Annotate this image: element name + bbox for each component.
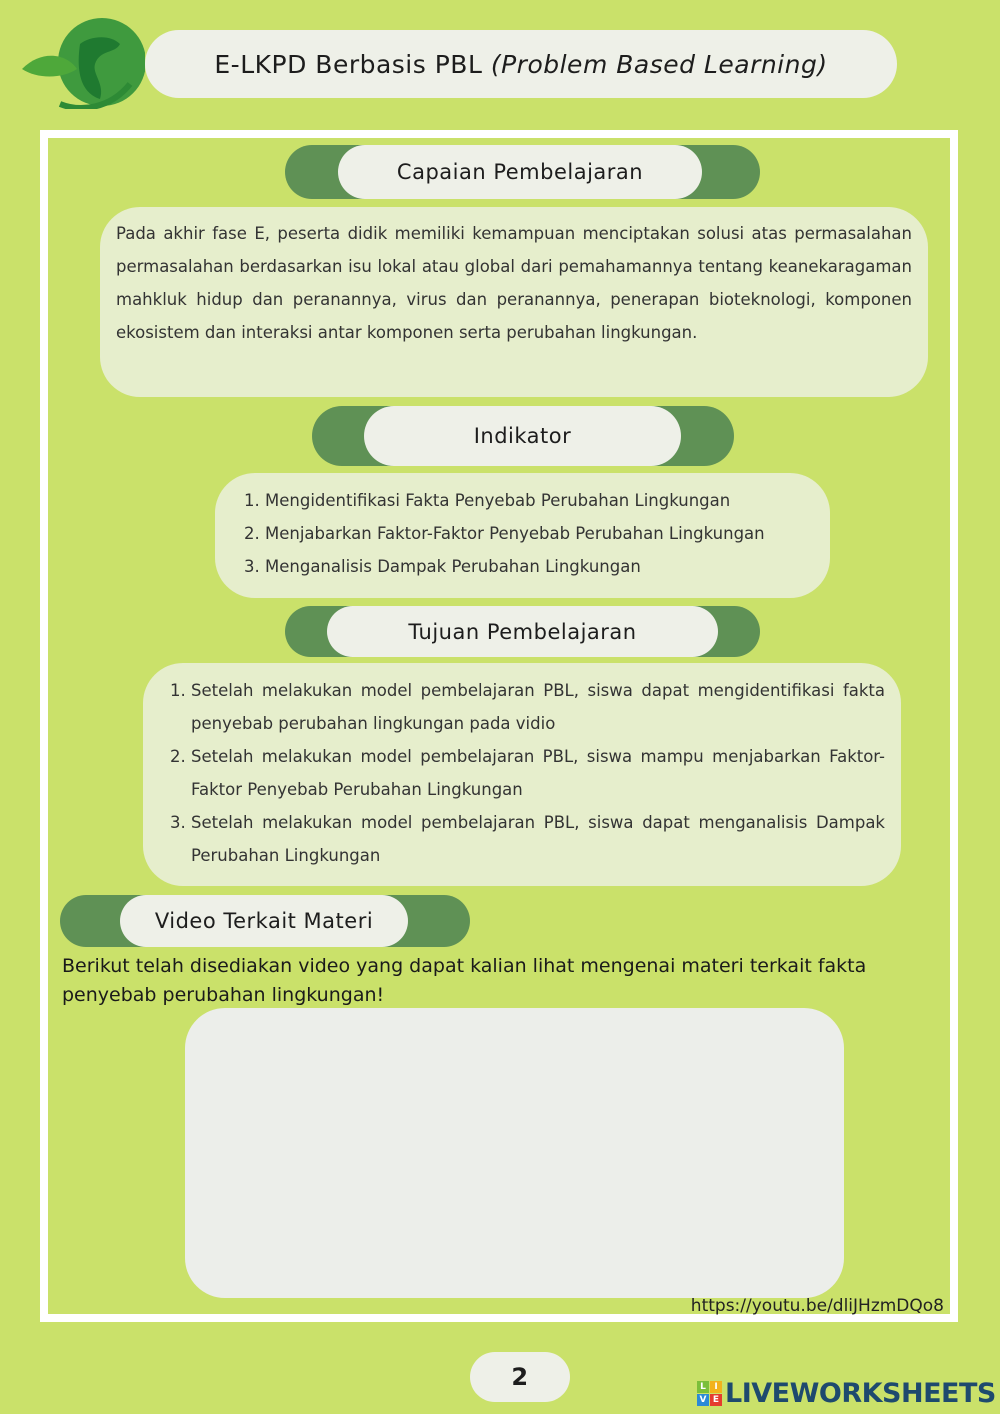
list-item: 2. Menjabarkan Faktor-Faktor Penyebab Perubahan Lingkungan: [265, 517, 810, 550]
list-item: 2. Setelah melakukan model pembelajaran PBL, siswa mampu menjabarkan Faktor-Faktor Penyebab Perubahan Lingkungan: [191, 740, 885, 806]
title-italic: (Problem Based Learning): [490, 49, 828, 79]
live-badge-icon: [697, 1381, 722, 1406]
indikator-heading: Indikator: [364, 406, 681, 466]
title-main: E-LKPD Berbasis PBL: [214, 49, 491, 79]
tujuan-box: [143, 663, 901, 886]
liveworksheets-text: LIVEWORKSHEETS: [725, 1378, 996, 1409]
tujuan-list: [161, 674, 885, 872]
capaian-text: Pada akhir fase E, peserta didik memiliki kemampuan menciptakan solusi atas permasalahan permasalahan berdasarkan isu lokal atau global dari pemahamannya tentang keanekaragaman mahkluk hidup dan peranannya, virus dan peranannya, penerapan bioteknologi, komponen ekosistem dan interaksi antar komponen serta perubahan lingkungan.: [116, 224, 912, 342]
list-item: 1. Setelah melakukan model pembelajaran PBL, siswa dapat mengidentifikasi fakta penyebab perubahan lingkungan pada vidio: [191, 674, 885, 740]
video-url-link[interactable]: https://youtu.be/dliJHzmDQo8: [690, 1296, 944, 1316]
document-title: [145, 30, 897, 98]
video-player[interactable]: [185, 1008, 844, 1298]
list-item: 3. Menganalisis Dampak Perubahan Lingkungan: [265, 550, 810, 583]
list-item: 3. Setelah melakukan model pembelajaran PBL, siswa dapat menganalisis Dampak Perubahan Lingkungan: [191, 806, 885, 872]
liveworksheets-logo: [697, 1378, 996, 1409]
capaian-heading: Capaian Pembelajaran: [338, 145, 702, 199]
badge-letter: E: [710, 1394, 722, 1406]
page-number: 2: [470, 1352, 570, 1402]
badge-letter: L: [697, 1381, 709, 1393]
video-intro: Berikut telah disediakan video yang dapat kalian lihat mengenai materi terkait fakta penyebab perubahan lingkungan!: [62, 955, 867, 1006]
capaian-box: [100, 207, 928, 397]
video-heading: Video Terkait Materi: [120, 895, 408, 947]
tujuan-heading: Tujuan Pembelajaran: [327, 606, 718, 657]
list-item: 1. Mengidentifikasi Fakta Penyebab Perubahan Lingkungan: [265, 484, 810, 517]
badge-letter: V: [697, 1394, 709, 1406]
badge-letter: I: [710, 1381, 722, 1393]
indikator-box: [215, 473, 830, 598]
indikator-list: [235, 484, 810, 583]
globe-leaf-logo: [20, 14, 145, 109]
